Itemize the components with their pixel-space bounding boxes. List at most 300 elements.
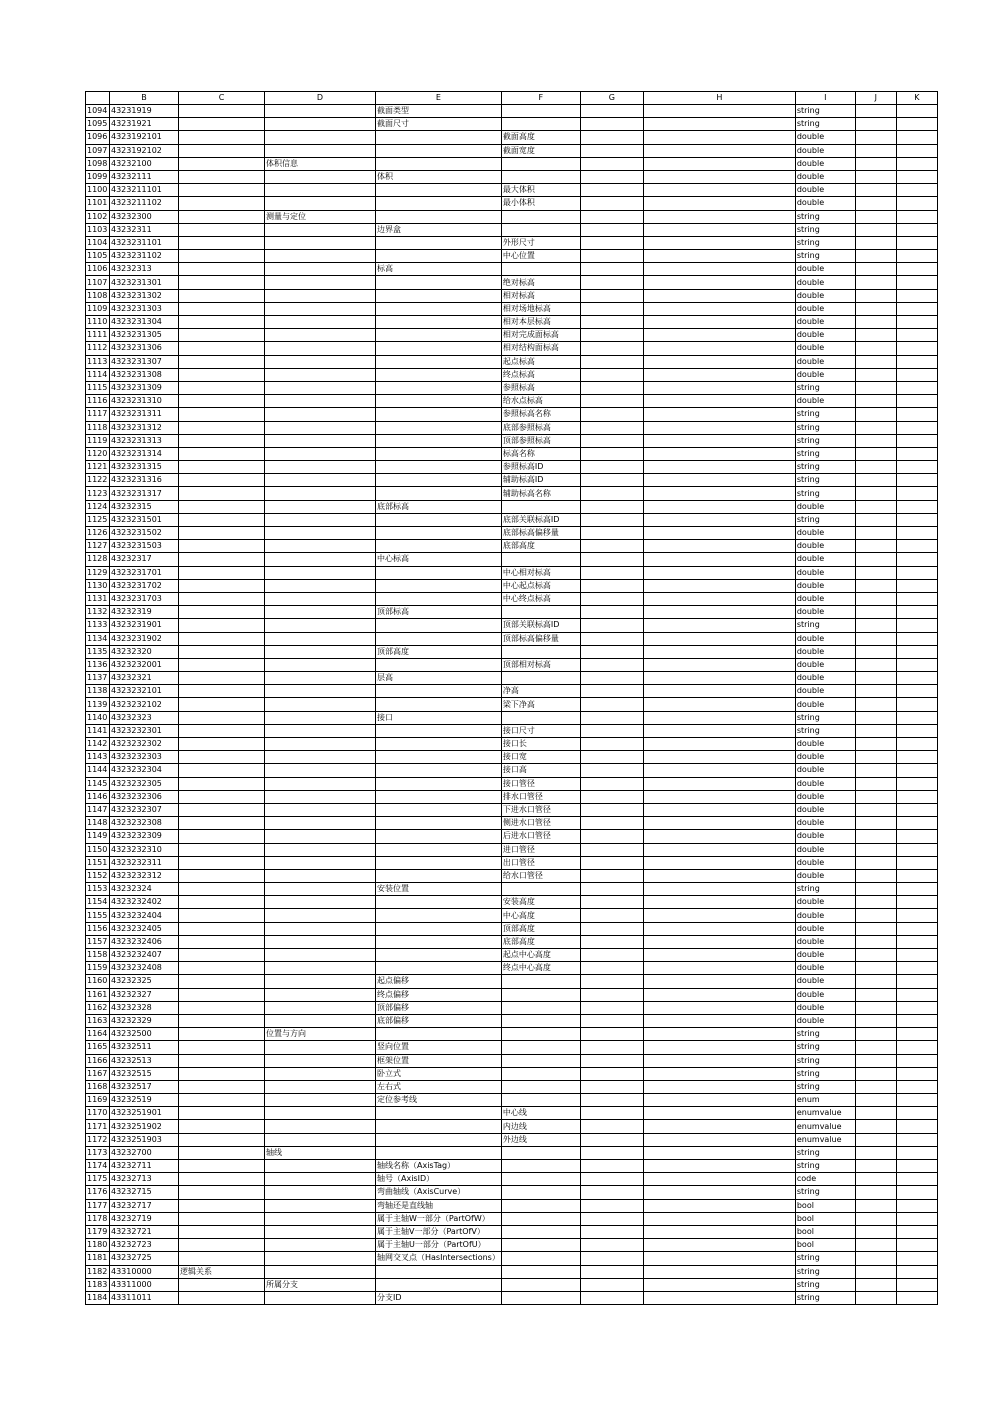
cell-code[interactable]: 4323232404 [110, 909, 179, 922]
column-header-e[interactable]: E [376, 92, 502, 105]
cell-h[interactable] [643, 883, 795, 896]
cell-h[interactable] [643, 1067, 795, 1080]
cell-level-e[interactable] [376, 527, 502, 540]
cell-type[interactable]: double [795, 592, 855, 605]
cell-level-c[interactable] [179, 395, 265, 408]
row-number[interactable]: 1141 [86, 724, 110, 737]
row-number[interactable]: 1131 [86, 592, 110, 605]
cell-h[interactable] [643, 843, 795, 856]
cell-j[interactable] [855, 672, 896, 685]
cell-level-e[interactable] [376, 540, 502, 553]
cell-level-e[interactable] [376, 421, 502, 434]
cell-type[interactable]: double [795, 131, 855, 144]
cell-code[interactable]: 43232700 [110, 1146, 179, 1159]
cell-j[interactable] [855, 316, 896, 329]
cell-level-c[interactable] [179, 131, 265, 144]
cell-level-c[interactable] [179, 316, 265, 329]
cell-type[interactable]: double [795, 316, 855, 329]
row-number[interactable]: 1098 [86, 157, 110, 170]
cell-level-c[interactable] [179, 896, 265, 909]
cell-k[interactable] [896, 698, 937, 711]
cell-j[interactable] [855, 1252, 896, 1265]
cell-k[interactable] [896, 856, 937, 869]
cell-k[interactable] [896, 105, 937, 118]
cell-code[interactable]: 4323232309 [110, 830, 179, 843]
cell-j[interactable] [855, 909, 896, 922]
cell-code[interactable]: 4323232305 [110, 777, 179, 790]
column-header-d[interactable]: D [265, 92, 376, 105]
column-header-c[interactable]: C [179, 92, 265, 105]
cell-g[interactable] [580, 830, 643, 843]
cell-k[interactable] [896, 223, 937, 236]
cell-level-e[interactable] [376, 276, 502, 289]
cell-level-d[interactable] [265, 105, 376, 118]
cell-type[interactable]: double [795, 764, 855, 777]
cell-type[interactable]: double [795, 949, 855, 962]
cell-h[interactable] [643, 474, 795, 487]
cell-code[interactable]: 43232315 [110, 500, 179, 513]
cell-h[interactable] [643, 1199, 795, 1212]
cell-h[interactable] [643, 975, 795, 988]
cell-j[interactable] [855, 513, 896, 526]
cell-level-d[interactable] [265, 540, 376, 553]
cell-level-e[interactable] [376, 316, 502, 329]
cell-j[interactable] [855, 276, 896, 289]
cell-g[interactable] [580, 474, 643, 487]
cell-level-e[interactable]: 层高 [376, 672, 502, 685]
cell-j[interactable] [855, 698, 896, 711]
cell-level-f[interactable]: 底部高度 [501, 540, 580, 553]
cell-type[interactable]: double [795, 395, 855, 408]
cell-h[interactable] [643, 1291, 795, 1304]
cell-level-e[interactable] [376, 461, 502, 474]
cell-level-d[interactable]: 位置与方向 [265, 1028, 376, 1041]
cell-k[interactable] [896, 830, 937, 843]
cell-code[interactable]: 43311000 [110, 1278, 179, 1291]
cell-level-d[interactable] [265, 738, 376, 751]
cell-type[interactable]: double [795, 500, 855, 513]
cell-h[interactable] [643, 777, 795, 790]
cell-level-e[interactable] [376, 935, 502, 948]
cell-level-e[interactable]: 属于主轴W一部分（PartOfW） [376, 1212, 502, 1225]
cell-level-c[interactable] [179, 474, 265, 487]
cell-code[interactable]: 4323231502 [110, 527, 179, 540]
cell-g[interactable] [580, 658, 643, 671]
cell-g[interactable] [580, 592, 643, 605]
row-number[interactable]: 1152 [86, 869, 110, 882]
cell-level-f[interactable]: 顶部参照标高 [501, 434, 580, 447]
cell-g[interactable] [580, 302, 643, 315]
cell-level-d[interactable] [265, 276, 376, 289]
cell-level-d[interactable] [265, 553, 376, 566]
cell-code[interactable]: 4323231309 [110, 381, 179, 394]
cell-level-d[interactable] [265, 1133, 376, 1146]
cell-level-c[interactable] [179, 1094, 265, 1107]
cell-level-c[interactable] [179, 329, 265, 342]
cell-k[interactable] [896, 1028, 937, 1041]
cell-h[interactable] [643, 381, 795, 394]
cell-level-f[interactable] [501, 500, 580, 513]
cell-h[interactable] [643, 447, 795, 460]
cell-type[interactable]: string [795, 408, 855, 421]
row-number[interactable]: 1115 [86, 381, 110, 394]
cell-j[interactable] [855, 474, 896, 487]
cell-h[interactable] [643, 342, 795, 355]
row-number[interactable]: 1149 [86, 830, 110, 843]
cell-h[interactable] [643, 263, 795, 276]
cell-type[interactable]: double [795, 276, 855, 289]
cell-type[interactable]: double [795, 830, 855, 843]
row-number[interactable]: 1165 [86, 1041, 110, 1054]
cell-k[interactable] [896, 790, 937, 803]
cell-level-d[interactable] [265, 144, 376, 157]
row-number[interactable]: 1181 [86, 1252, 110, 1265]
cell-g[interactable] [580, 289, 643, 302]
cell-j[interactable] [855, 1239, 896, 1252]
cell-level-e[interactable] [376, 803, 502, 816]
cell-g[interactable] [580, 1120, 643, 1133]
cell-g[interactable] [580, 790, 643, 803]
cell-g[interactable] [580, 223, 643, 236]
cell-level-c[interactable] [179, 566, 265, 579]
cell-j[interactable] [855, 105, 896, 118]
cell-type[interactable]: double [795, 777, 855, 790]
cell-j[interactable] [855, 843, 896, 856]
cell-type[interactable]: code [795, 1173, 855, 1186]
cell-g[interactable] [580, 197, 643, 210]
cell-j[interactable] [855, 632, 896, 645]
cell-level-e[interactable]: 顶部偏移 [376, 1001, 502, 1014]
cell-k[interactable] [896, 236, 937, 249]
row-number[interactable]: 1155 [86, 909, 110, 922]
cell-h[interactable] [643, 1173, 795, 1186]
cell-code[interactable]: 4323192102 [110, 144, 179, 157]
row-number[interactable]: 1138 [86, 685, 110, 698]
cell-level-d[interactable] [265, 592, 376, 605]
cell-h[interactable] [643, 157, 795, 170]
cell-code[interactable]: 4323231703 [110, 592, 179, 605]
cell-level-d[interactable] [265, 236, 376, 249]
cell-level-d[interactable] [265, 566, 376, 579]
cell-j[interactable] [855, 447, 896, 460]
cell-k[interactable] [896, 685, 937, 698]
cell-code[interactable]: 4323231901 [110, 619, 179, 632]
cell-level-f[interactable] [501, 883, 580, 896]
cell-type[interactable]: double [795, 988, 855, 1001]
cell-g[interactable] [580, 513, 643, 526]
cell-code[interactable]: 4323231301 [110, 276, 179, 289]
cell-level-f[interactable] [501, 606, 580, 619]
row-number[interactable]: 1125 [86, 513, 110, 526]
cell-g[interactable] [580, 606, 643, 619]
cell-j[interactable] [855, 685, 896, 698]
row-number[interactable]: 1154 [86, 896, 110, 909]
cell-g[interactable] [580, 1186, 643, 1199]
cell-level-c[interactable] [179, 342, 265, 355]
row-number[interactable]: 1132 [86, 606, 110, 619]
cell-level-c[interactable] [179, 144, 265, 157]
cell-k[interactable] [896, 922, 937, 935]
cell-g[interactable] [580, 738, 643, 751]
row-number[interactable]: 1104 [86, 236, 110, 249]
cell-level-c[interactable] [179, 606, 265, 619]
cell-g[interactable] [580, 131, 643, 144]
cell-k[interactable] [896, 606, 937, 619]
row-number[interactable]: 1099 [86, 170, 110, 183]
cell-level-d[interactable] [265, 1252, 376, 1265]
cell-code[interactable]: 4323231308 [110, 368, 179, 381]
cell-k[interactable] [896, 316, 937, 329]
cell-code[interactable]: 4323231317 [110, 487, 179, 500]
cell-g[interactable] [580, 672, 643, 685]
row-number[interactable]: 1113 [86, 355, 110, 368]
cell-k[interactable] [896, 896, 937, 909]
cell-g[interactable] [580, 1001, 643, 1014]
cell-level-c[interactable] [179, 777, 265, 790]
cell-level-f[interactable]: 给水点标高 [501, 395, 580, 408]
cell-level-f[interactable]: 接口管径 [501, 777, 580, 790]
cell-type[interactable]: string [795, 1186, 855, 1199]
cell-level-f[interactable]: 最小体积 [501, 197, 580, 210]
cell-level-f[interactable] [501, 1186, 580, 1199]
cell-level-e[interactable]: 定位参考线 [376, 1094, 502, 1107]
row-number[interactable]: 1126 [86, 527, 110, 540]
cell-code[interactable]: 4323231102 [110, 250, 179, 263]
row-number[interactable]: 1177 [86, 1199, 110, 1212]
cell-g[interactable] [580, 1225, 643, 1238]
cell-type[interactable]: double [795, 184, 855, 197]
cell-level-d[interactable] [265, 447, 376, 460]
cell-h[interactable] [643, 658, 795, 671]
cell-level-d[interactable] [265, 790, 376, 803]
cell-j[interactable] [855, 197, 896, 210]
cell-level-c[interactable] [179, 1120, 265, 1133]
cell-h[interactable] [643, 988, 795, 1001]
cell-type[interactable]: string [795, 883, 855, 896]
cell-level-c[interactable] [179, 1212, 265, 1225]
cell-level-c[interactable] [179, 645, 265, 658]
cell-code[interactable]: 4323231501 [110, 513, 179, 526]
row-number[interactable]: 1184 [86, 1291, 110, 1304]
row-number[interactable]: 1161 [86, 988, 110, 1001]
cell-level-d[interactable] [265, 131, 376, 144]
cell-level-c[interactable] [179, 1225, 265, 1238]
cell-type[interactable]: string [795, 105, 855, 118]
cell-h[interactable] [643, 1212, 795, 1225]
cell-level-c[interactable] [179, 856, 265, 869]
cell-code[interactable]: 4323232302 [110, 738, 179, 751]
row-number[interactable]: 1146 [86, 790, 110, 803]
cell-j[interactable] [855, 711, 896, 724]
row-number[interactable]: 1182 [86, 1265, 110, 1278]
cell-code[interactable]: 4323251903 [110, 1133, 179, 1146]
cell-level-c[interactable] [179, 197, 265, 210]
cell-k[interactable] [896, 500, 937, 513]
cell-type[interactable]: double [795, 698, 855, 711]
cell-level-f[interactable]: 相对标高 [501, 289, 580, 302]
cell-k[interactable] [896, 817, 937, 830]
cell-k[interactable] [896, 447, 937, 460]
cell-code[interactable]: 4323232405 [110, 922, 179, 935]
cell-level-d[interactable] [265, 896, 376, 909]
cell-level-c[interactable] [179, 685, 265, 698]
cell-code[interactable]: 4323231315 [110, 461, 179, 474]
cell-g[interactable] [580, 210, 643, 223]
cell-k[interactable] [896, 738, 937, 751]
cell-h[interactable] [643, 909, 795, 922]
cell-level-f[interactable] [501, 1094, 580, 1107]
cell-k[interactable] [896, 1225, 937, 1238]
cell-g[interactable] [580, 1014, 643, 1027]
cell-level-c[interactable] [179, 1186, 265, 1199]
cell-level-d[interactable] [265, 355, 376, 368]
cell-k[interactable] [896, 1265, 937, 1278]
column-header-j[interactable]: J [855, 92, 896, 105]
cell-j[interactable] [855, 184, 896, 197]
cell-level-d[interactable] [265, 342, 376, 355]
cell-g[interactable] [580, 883, 643, 896]
cell-j[interactable] [855, 170, 896, 183]
cell-g[interactable] [580, 619, 643, 632]
cell-level-e[interactable] [376, 949, 502, 962]
cell-level-c[interactable] [179, 434, 265, 447]
cell-level-d[interactable] [265, 975, 376, 988]
cell-h[interactable] [643, 355, 795, 368]
cell-level-d[interactable] [265, 935, 376, 948]
cell-level-f[interactable]: 底部关联标高ID [501, 513, 580, 526]
cell-g[interactable] [580, 421, 643, 434]
cell-k[interactable] [896, 540, 937, 553]
cell-h[interactable] [643, 856, 795, 869]
cell-code[interactable]: 4323232102 [110, 698, 179, 711]
cell-level-c[interactable] [179, 447, 265, 460]
cell-h[interactable] [643, 1041, 795, 1054]
cell-level-f[interactable]: 底部高度 [501, 935, 580, 948]
cell-g[interactable] [580, 1028, 643, 1041]
cell-level-f[interactable]: 相对本层标高 [501, 316, 580, 329]
column-header[interactable] [86, 92, 110, 105]
row-number[interactable]: 1166 [86, 1054, 110, 1067]
cell-level-e[interactable] [376, 236, 502, 249]
cell-level-f[interactable]: 接口尺寸 [501, 724, 580, 737]
cell-level-f[interactable] [501, 1212, 580, 1225]
cell-g[interactable] [580, 1146, 643, 1159]
cell-level-c[interactable] [179, 632, 265, 645]
cell-level-d[interactable] [265, 606, 376, 619]
cell-k[interactable] [896, 1212, 937, 1225]
cell-type[interactable]: string [795, 1054, 855, 1067]
cell-k[interactable] [896, 527, 937, 540]
cell-j[interactable] [855, 566, 896, 579]
cell-level-d[interactable] [265, 777, 376, 790]
cell-level-c[interactable] [179, 421, 265, 434]
cell-k[interactable] [896, 1146, 937, 1159]
cell-level-d[interactable] [265, 632, 376, 645]
cell-level-e[interactable] [376, 658, 502, 671]
cell-code[interactable]: 4323232001 [110, 658, 179, 671]
cell-h[interactable] [643, 896, 795, 909]
cell-k[interactable] [896, 935, 937, 948]
cell-h[interactable] [643, 949, 795, 962]
cell-level-c[interactable] [179, 302, 265, 315]
cell-j[interactable] [855, 949, 896, 962]
cell-h[interactable] [643, 962, 795, 975]
cell-code[interactable]: 4323232307 [110, 803, 179, 816]
column-header-g[interactable]: G [580, 92, 643, 105]
cell-code[interactable]: 4323231312 [110, 421, 179, 434]
cell-code[interactable]: 4323231902 [110, 632, 179, 645]
cell-level-f[interactable]: 相对场地标高 [501, 302, 580, 315]
cell-level-e[interactable] [376, 738, 502, 751]
cell-j[interactable] [855, 738, 896, 751]
cell-h[interactable] [643, 250, 795, 263]
cell-g[interactable] [580, 170, 643, 183]
row-number[interactable]: 1123 [86, 487, 110, 500]
cell-h[interactable] [643, 210, 795, 223]
cell-level-e[interactable] [376, 342, 502, 355]
cell-h[interactable] [643, 579, 795, 592]
row-number[interactable]: 1122 [86, 474, 110, 487]
cell-k[interactable] [896, 131, 937, 144]
cell-k[interactable] [896, 197, 937, 210]
row-number[interactable]: 1143 [86, 751, 110, 764]
cell-code[interactable]: 43232321 [110, 672, 179, 685]
cell-h[interactable] [643, 1265, 795, 1278]
cell-code[interactable]: 43232713 [110, 1173, 179, 1186]
cell-level-e[interactable]: 卧立式 [376, 1067, 502, 1080]
cell-type[interactable]: double [795, 738, 855, 751]
cell-h[interactable] [643, 540, 795, 553]
cell-g[interactable] [580, 1080, 643, 1093]
cell-level-e[interactable] [376, 592, 502, 605]
cell-level-f[interactable]: 安装高度 [501, 896, 580, 909]
cell-level-c[interactable] [179, 250, 265, 263]
cell-level-f[interactable]: 接口宽 [501, 751, 580, 764]
cell-level-c[interactable] [179, 223, 265, 236]
cell-code[interactable]: 4323231307 [110, 355, 179, 368]
row-number[interactable]: 1106 [86, 263, 110, 276]
cell-j[interactable] [855, 263, 896, 276]
cell-level-c[interactable] [179, 949, 265, 962]
row-number[interactable]: 1107 [86, 276, 110, 289]
row-number[interactable]: 1095 [86, 118, 110, 131]
cell-code[interactable]: 4323232308 [110, 817, 179, 830]
cell-level-e[interactable] [376, 764, 502, 777]
cell-level-c[interactable] [179, 368, 265, 381]
cell-level-e[interactable]: 轴线名称（AxisTag） [376, 1160, 502, 1173]
cell-level-f[interactable] [501, 1001, 580, 1014]
cell-type[interactable]: double [795, 540, 855, 553]
cell-level-c[interactable] [179, 170, 265, 183]
row-number[interactable]: 1134 [86, 632, 110, 645]
cell-level-f[interactable]: 接口高 [501, 764, 580, 777]
cell-level-d[interactable] [265, 368, 376, 381]
cell-type[interactable]: string [795, 447, 855, 460]
cell-k[interactable] [896, 421, 937, 434]
cell-j[interactable] [855, 1041, 896, 1054]
cell-level-e[interactable] [376, 817, 502, 830]
cell-type[interactable]: bool [795, 1212, 855, 1225]
row-number[interactable]: 1103 [86, 223, 110, 236]
cell-type[interactable]: string [795, 421, 855, 434]
cell-level-e[interactable]: 顶部高度 [376, 645, 502, 658]
cell-code[interactable]: 4323232310 [110, 843, 179, 856]
cell-code[interactable]: 43311011 [110, 1291, 179, 1304]
cell-g[interactable] [580, 342, 643, 355]
cell-level-d[interactable] [265, 184, 376, 197]
cell-j[interactable] [855, 883, 896, 896]
cell-j[interactable] [855, 896, 896, 909]
